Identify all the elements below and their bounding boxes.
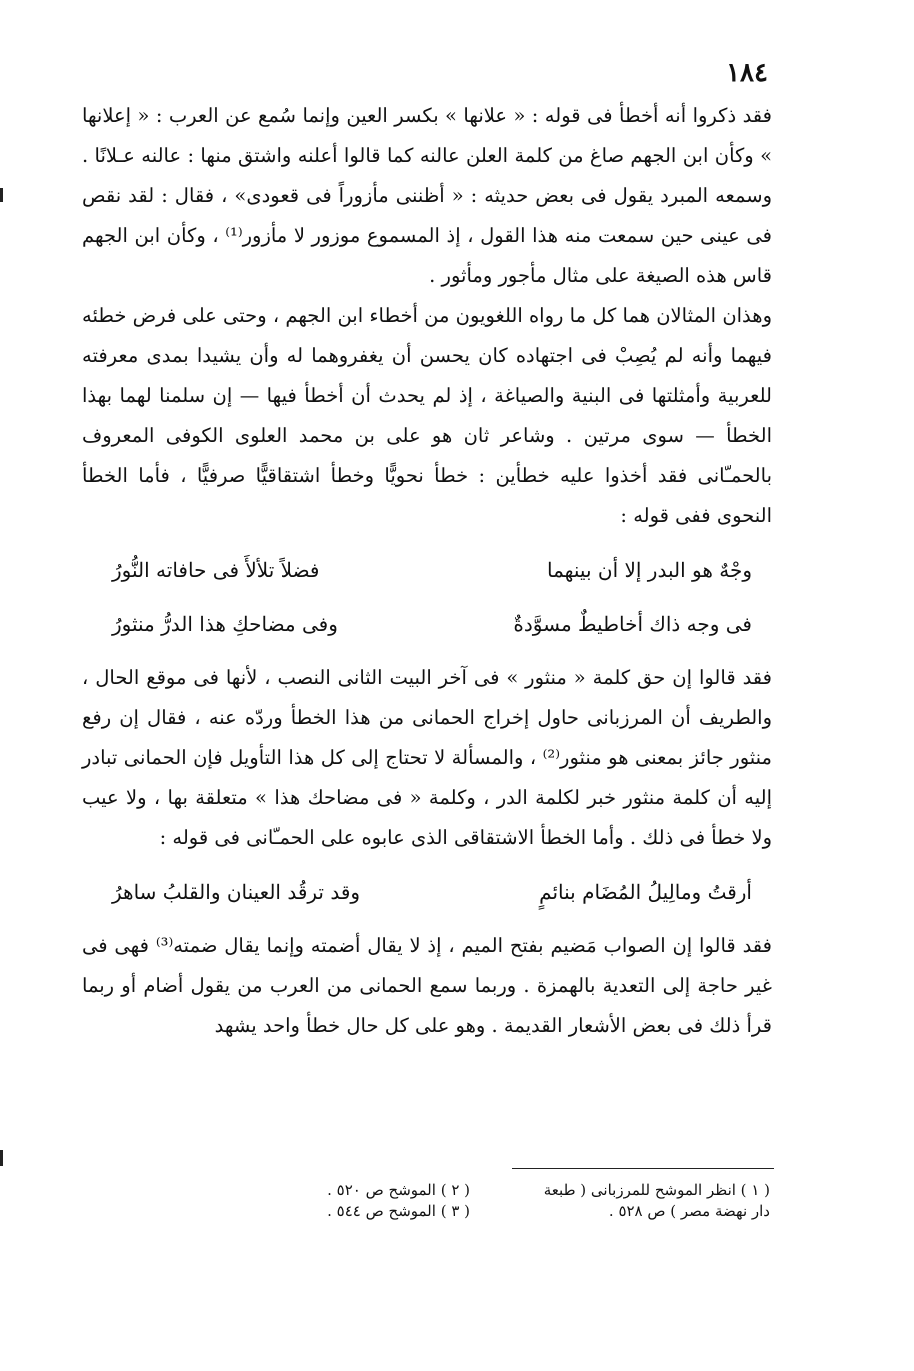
verse-line-1 (82, 550, 772, 590)
footnote-column-right (500, 1180, 770, 1222)
verse-2-hemistich-1: فى وجه ذاك أخاطيطٌ مسوَّدةٌ (513, 612, 752, 636)
verse-2-hemistich-2: وفى مضاحكِ هذا الدرُّ منثورُ (112, 612, 338, 636)
verse-1-hemistich-2: فضلاً تلألأَ فى حافاته النُّورُ (112, 558, 320, 582)
footnote-2: ( ٢ ) الموشح ص ٥٢٠ . (327, 1181, 470, 1199)
scan-edge-mark-top (0, 188, 3, 202)
footnotes (200, 1180, 770, 1222)
verse-line-3 (82, 872, 772, 912)
verse-3-hemistich-1: أرقتُ ومالِيلُ المُضَام بنائمٍ (539, 880, 752, 904)
footnote-column-left (200, 1180, 470, 1222)
scan-edge-mark-bottom (0, 1150, 3, 1166)
footnote-1-line-1: ( ١ ) انظر الموشح للمرزبانى ( طبعة (543, 1181, 770, 1199)
footnote-3: ( ٣ ) الموشح ص ٥٤٤ . (327, 1202, 470, 1220)
verse-1-hemistich-1: وجْهٌ هو البدر إلا أن بينهما (547, 558, 752, 582)
footnote-divider (512, 1168, 774, 1169)
paragraph-1: فقد ذكروا أنه أخطأ فى قوله : « علانها » بكسر العين وإنما سُمع عن العرب : « إعلانها » وكأن ابن الجهم صاغ من كلمة العلن عالنه كما قالوا أعلنه واشتق منها : عالنه عـلانًا . وسمعه المبرد يقول فى بعض حديثه : « أظننى مأزوراً فى قعودى» ، فقال : لقد نقص فى عينى حين سمعت منه هذا القول ، إذ المسموع موزور لا مأزور⁽¹⁾ ، وكأن ابن الجهم قاس هذه الصيغة على مثال مأجور ومأثور . (82, 104, 772, 287)
paragraph-4: فقد قالوا إن الصواب مَضيم بفتح الميم ، إذ لا يقال أضمته وإنما يقال ضمته⁽³⁾ فهى فى غير حاجة إلى التعدية بالهمزة . وربما سمع الحمانى من العرب من يقول أضام أو ربما قرأ ذلك فى بعض الأشعار القديمة . وهو على كل حال خطأ واحد يشهد (82, 934, 772, 1037)
footnote-1-line-2: دار نهضة مصر ) ص ٥٢٨ . (608, 1202, 770, 1220)
verse-line-2 (82, 604, 772, 644)
main-text (82, 96, 772, 1046)
paragraph-2: وهذان المثالان هما كل ما رواه اللغويون من أخطاء ابن الجهم ، وحتى على فرض خطئه فيهما وأنه لم يُصِبْ فى اجتهاده كان يحسن أن يغفروهما له وأن يشيدا بمدى معرفته للعربية وأمثلتها فى البنية والصياغة ، إذ لم يحدث أن أخطأ فيها — إن سلمنا لهما بهذا الخطأ — سوى مرتين . وشاعر ثان هو على بن محمد العلوى الكوفى المعروف بالحمـّانى فقد أخذوا عليه خطأين : خطأ نحويًّا وخطأ اشتقاقيًّا صرفيًّا ، فأما الخطأ النحوى ففى قوله : (82, 304, 772, 527)
paragraph-3: فقد قالوا إن حق كلمة « منثور » فى آخر البيت الثانى النصب ، لأنها فى موقع الحال ، والطريف أن المرزبانى حاول إخراج الحمانى من هذا الخطأ وردّه عنه ، فقال إن رفع منثور جائز بمعنى هو منثور⁽²⁾ ، والمسألة لا تحتاج إلى كل هذا التأويل فإن الحمانى تبادر إليه أن كلمة منثور خبر لكلمة الدر ، وكلمة « فى مضاحك هذا » متعلقة بها ، ولا عيب ولا خطأ فى ذلك . وأما الخطأ الاشتقاقى الذى عابوه على الحمـّانى فى قوله : (82, 666, 772, 849)
page-number: ١٨٤ (726, 58, 768, 88)
verse-3-hemistich-2: وقد ترقُد العينان والقلبُ ساهرُ (112, 880, 361, 904)
